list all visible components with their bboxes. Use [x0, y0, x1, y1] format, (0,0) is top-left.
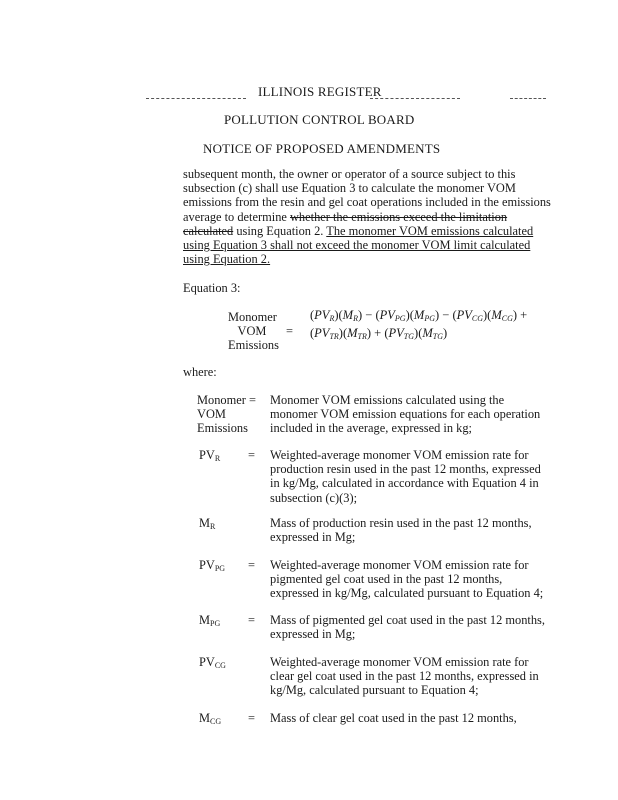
def-line: included in the average, expressed in kg; [270, 421, 472, 436]
notice-title: NOTICE OF PROPOSED AMENDMENTS [203, 141, 441, 156]
def-term-mpg [199, 613, 220, 631]
equation-lhs-line: VOM [237, 324, 267, 339]
def-line: production resin used in the past 12 months, expressed [270, 462, 541, 477]
def-eq-mcg: = [248, 711, 255, 725]
def-line: expressed in kg/Mg, calculated pursuant to Equation 4; [270, 586, 544, 601]
def-line: Mass of pigmented gel coat used in the past 12 months, [270, 613, 545, 627]
def-symbol: M [199, 613, 211, 627]
def-text-pvpg [270, 558, 570, 601]
def-term-line: VOM [197, 407, 226, 422]
intro-line [183, 224, 563, 238]
def-line: Monomer VOM emissions calculated using the [270, 393, 505, 407]
header-rule-far-right [510, 98, 546, 99]
def-subscript: R [210, 522, 216, 531]
def-symbol: M [199, 711, 211, 725]
def-eq-mpg: = [248, 613, 255, 627]
def-line: monomer VOM emission equations for each operation [270, 407, 541, 422]
def-line: expressed in Mg; [270, 627, 356, 642]
equation-denominator: $(PV_{TR})(M_{TR}) + (PV_{TG})(M_{TG})$ [310, 326, 448, 341]
intro-text: average to determine [183, 209, 290, 224]
def-term-monomer [197, 393, 256, 436]
def-term-pvpg [199, 558, 225, 576]
register-title: ILLINOIS REGISTER [258, 84, 382, 99]
def-text-monomer [270, 393, 570, 436]
def-term-mcg [199, 711, 221, 729]
def-symbol: M [199, 516, 211, 530]
def-text-pvcg [270, 655, 570, 698]
intro-line: subsection (c) shall use Equation 3 to calculate the monomer VOM [183, 181, 516, 196]
def-subscript: R [214, 454, 221, 463]
def-line: Mass of production resin used in the past 12 months, [270, 516, 532, 530]
def-line: expressed in Mg; [270, 530, 356, 545]
header-rule-left [146, 98, 246, 99]
def-symbol: PV [199, 558, 215, 572]
def-term-line: Monomer = [197, 393, 256, 407]
def-line: Weighted-average monomer VOM emission rate for [270, 448, 529, 462]
def-eq-pvr: = [248, 448, 255, 462]
def-eq-mr: = [248, 516, 255, 530]
def-line: in kg/Mg, calculated in accordance with Equation 4 in [270, 476, 539, 491]
intro-line: subsequent month, the owner or operator of a source subject to this [183, 167, 516, 181]
def-line: kg/Mg, calculated pursuant to Equation 4; [270, 683, 479, 698]
def-text-pvr [270, 448, 570, 505]
deleted-text: whether the emissions exceed the limitation [289, 209, 508, 224]
def-term-mr [199, 516, 215, 534]
def-symbol: PV [199, 448, 215, 462]
equation-lhs [228, 310, 279, 353]
equation-equals: = [286, 324, 293, 338]
where-label: where: [183, 365, 217, 379]
inserted-text: . [266, 252, 271, 267]
def-subscript: CG [214, 661, 226, 670]
def-term-pvr [199, 448, 220, 466]
equation-numerator: $(PV_R)(M_R) - (PV_{PG})(M_{PG}) - (PV_{CG})(M_{CG})$ + [310, 308, 528, 323]
intro-line: emissions from the resin and gel coat operations included in the emissions [183, 195, 551, 210]
def-subscript: CG [210, 717, 222, 726]
equation-lhs-line: Monomer [228, 310, 277, 324]
inserted-text: using Equation 2 [183, 252, 267, 267]
header-rule-right [370, 98, 460, 99]
def-text-mpg [270, 613, 570, 641]
inserted-text: using Equation 3 shall not exceed the monomer VOM limit calculated [183, 238, 531, 253]
inserted-text: The monomer VOM emissions calculated [326, 223, 534, 238]
def-line: clear gel coat used in the past 12 months, expressed in [270, 669, 539, 684]
equation-lhs-line: Emissions [228, 338, 279, 353]
def-term-line: Emissions [197, 421, 248, 436]
board-title: POLLUTION CONTROL BOARD [224, 112, 415, 127]
def-term-pvcg [199, 655, 226, 673]
intro-paragraph [183, 167, 563, 266]
def-text-mr [270, 516, 570, 544]
intro-line [183, 210, 563, 224]
def-eq-pvcg: = [248, 655, 255, 669]
def-line: subsection (c)(3); [270, 490, 358, 505]
def-line: Weighted-average monomer VOM emission rate for [270, 558, 529, 572]
def-subscript: PG [210, 619, 221, 628]
def-subscript: PG [214, 564, 226, 573]
def-text-mcg [270, 711, 570, 725]
deleted-text: calculated [183, 223, 234, 238]
def-line: Weighted-average monomer VOM emission rate for [270, 655, 529, 669]
intro-line [183, 252, 563, 266]
def-eq-pvpg: = [248, 558, 255, 572]
def-line: Mass of clear gel coat used in the past 12 months, [270, 711, 517, 725]
def-symbol: PV [199, 655, 215, 669]
intro-text: using Equation 2. [233, 223, 327, 238]
def-line: pigmented gel coat used in the past 12 months, [270, 572, 503, 587]
equation-label: Equation 3: [183, 281, 241, 295]
